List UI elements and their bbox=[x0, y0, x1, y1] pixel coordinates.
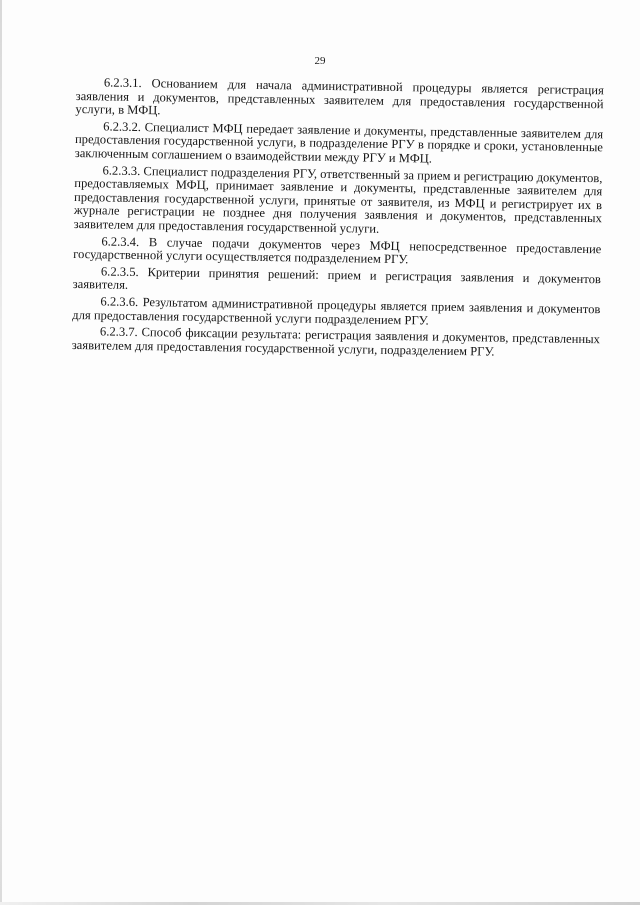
paragraph-6-2-3-4: 6.2.3.4. В случае подачи документов через МФЦ непосредственное предоставление государственной услуги осуществляется подразделением РГУ. bbox=[73, 233, 602, 267]
document-body bbox=[72, 76, 604, 364]
page-number: 29 bbox=[314, 55, 326, 67]
paragraph-6-2-3-6: 6.2.3.6. Результатом административной процедуры является прием заявления и документов для предоставления государственной услуги подразделением РГУ. bbox=[72, 294, 601, 328]
paragraph-6-2-3-1: 6.2.3.1. Основанием для начала административной процедуры является регистрация заявления и документов, представленных заявителем для предоставления государственной услуги, в МФЦ. bbox=[75, 75, 604, 118]
scan-edge bbox=[0, 0, 2, 905]
paragraph-6-2-3-3: 6.2.3.3. Специалист подразделения РГУ, ответственный за прием и регистрацию документов, предоставляемых МФЦ, принимает заявление и документы, представленные заявителем для предоставления государственной услуги, принятые от заявителя, из МФЦ и регистрирует их в журнале регистрации не позднее дня получения заявления и документов, представленных заявителем для предоставления государственной услуги. bbox=[73, 162, 603, 236]
paragraph-6-2-3-2: 6.2.3.2. Специалист МФЦ передает заявление и документы, представленные заявителем для предоставления государственной услуги, в подразделение РГУ в порядке и сроки, установленные заключенным соглашением о взаимодействии между РГУ и МФЦ. bbox=[74, 119, 604, 166]
paragraph-6-2-3-7: 6.2.3.7. Способ фиксации результата: регистрация заявления и документов, представленных заявителем для предоставления государственной услуги, подразделением РГУ. bbox=[71, 324, 601, 359]
paragraph-6-2-3-5: 6.2.3.5. Критерии принятия решений: прием и регистрация заявления и документов заявителя. bbox=[72, 264, 601, 293]
